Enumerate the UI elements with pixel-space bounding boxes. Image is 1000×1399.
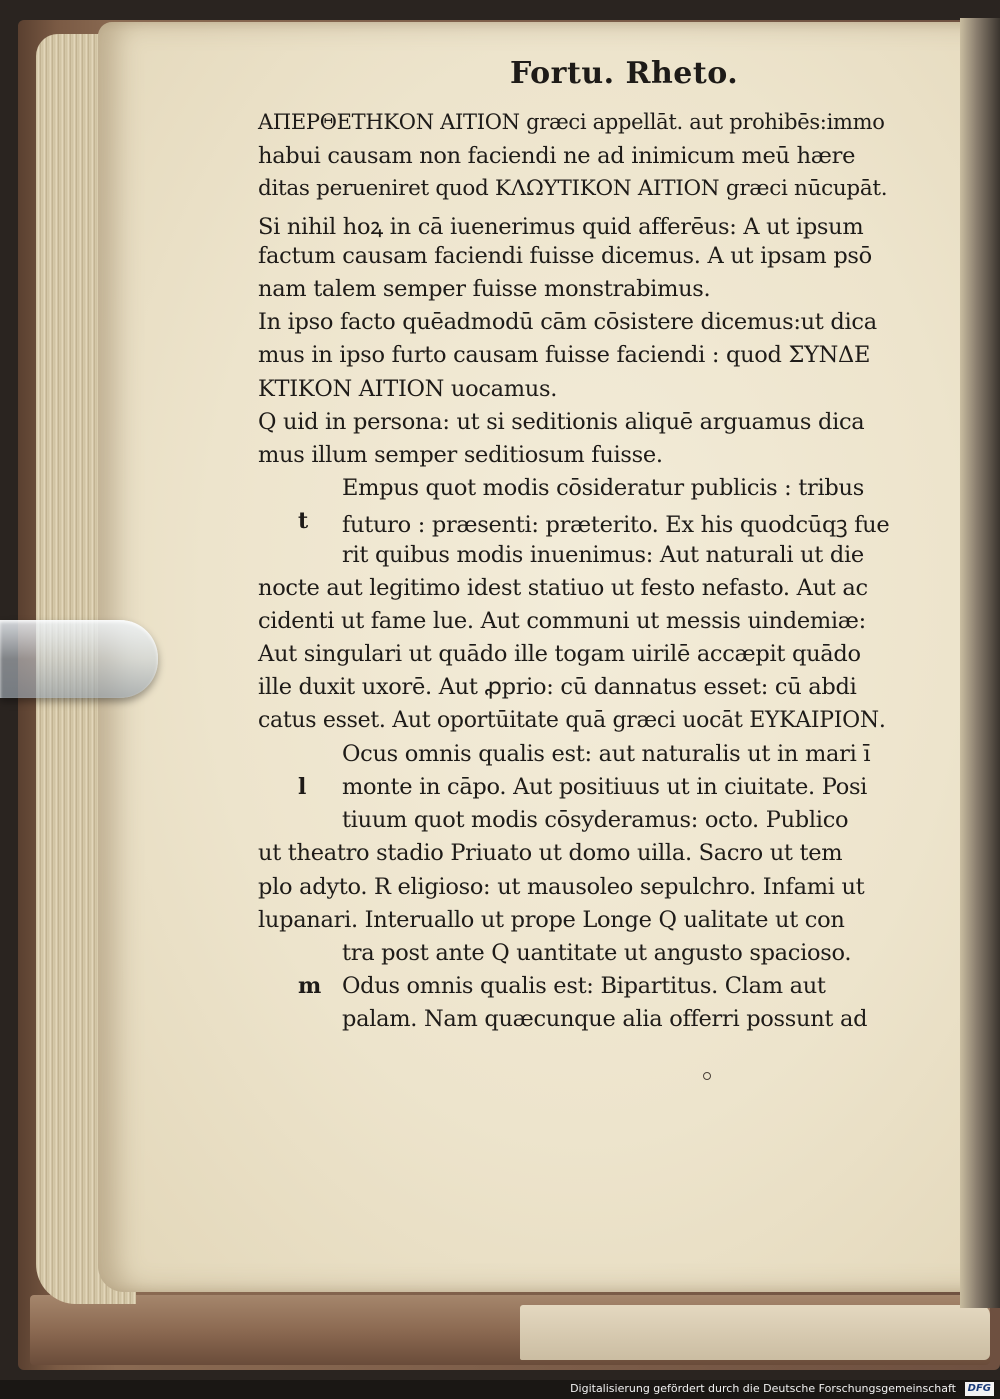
text-line: ΑΠΕΡΘΕΤΗΚΟΝ ΑΙΤΙΟΝ græci appellāt. aut prohibēs:immo <box>258 110 885 134</box>
text-line: palam. Nam quæcunque alia offerri possunt ad <box>342 1006 868 1033</box>
dfg-logo: DFG <box>965 1382 994 1396</box>
text-line: tiuum quot modis cōsyderamus: octo. Publico <box>342 807 849 834</box>
text-line: nocte aut legitimo idest statiuo ut festo nefasto. Aut ac <box>258 574 868 601</box>
guide-letter: l <box>298 774 307 800</box>
text-line: ut theatro stadio Priuato ut domo uilla. Sacro ut tem <box>258 840 843 867</box>
text-line: cidenti ut fame lue. Aut communi ut messis uindemiæ: <box>258 608 866 634</box>
text-line: In ipso facto quēadmodū cām cōsistere dicemus:ut dica <box>258 309 877 336</box>
text-line: Empus quot modis cōsideratur publicis : tribus <box>342 475 864 502</box>
footer-credit: Digitalisierung gefördert durch die Deutsche Forschungsgemeinschaft <box>570 1382 956 1395</box>
text-line: Ocus omnis qualis est: aut naturalis ut in mari ī <box>342 740 871 767</box>
cover-torn-paper <box>520 1305 990 1360</box>
text-line: Si nihil hoꝝ in cā iuenerimus quid afferēus: A ut ipsum <box>258 213 864 240</box>
guide-letter: m <box>298 973 322 1000</box>
text-line: catus esset. Aut oportūitate quā græci uocāt ΕΥΚΑΙΡΙΟΝ. <box>258 707 886 733</box>
text-line: Odus omnis qualis est: Bipartitus. Clam aut <box>342 973 826 1000</box>
text-line: futuro : præsenti: præterito. Ex his quodcūqꝫ fue <box>342 512 890 539</box>
text-line: Q uid in persona: ut si seditionis aliquē arguamus dica <box>258 408 865 435</box>
text-line: nam talem semper fuisse monstrabimus. <box>258 276 711 302</box>
text-line: habui causam non faciendi ne ad inimicum meū hære <box>258 143 856 170</box>
page-clip <box>0 620 158 698</box>
book-gutter <box>960 18 1000 1308</box>
text-line: rit quibus modis inuenimus: Aut naturali ut die <box>342 541 864 568</box>
text-line: monte in cāpo. Aut positiuus ut in ciuitate. Posi <box>342 774 868 800</box>
footer-bar <box>0 1380 1000 1399</box>
text-line: ille duxit uxorē. Aut ꝓprio: cū dannatus esset: cū abdi <box>258 674 857 701</box>
text-line: mus illum semper seditiosum fuisse. <box>258 442 663 468</box>
text-line: tra post ante Q uantitate ut angusto spacioso. <box>342 940 852 966</box>
running-head: Fortu. Rheto. <box>510 56 739 91</box>
guide-letter: t <box>298 508 309 535</box>
text-line: mus in ipso furto causam fuisse faciendi : quod ΣΥΝΔΕ <box>258 342 871 369</box>
text-line: lupanari. Interuallo ut prope Longe Q ualitate ut con <box>258 906 845 933</box>
page-mark-dot <box>703 1072 711 1080</box>
text-line: ΚΤΙΚΟΝ ΑΙΤΙΟΝ uocamus. <box>258 375 558 402</box>
text-line: factum causam faciendi fuisse dicemus. A ut ipsam psō <box>258 242 872 269</box>
text-line: ditas perueniret quod ΚΛΩΥΤΙΚΟΝ ΑΙΤΙΟΝ græci nūcupāt. <box>258 176 888 202</box>
text-line: Aut singulari ut quādo ille togam uirilē accæpit quādo <box>258 641 861 668</box>
text-line: plo adyto. R eligioso: ut mausoleo sepulchro. Infami ut <box>258 873 865 900</box>
